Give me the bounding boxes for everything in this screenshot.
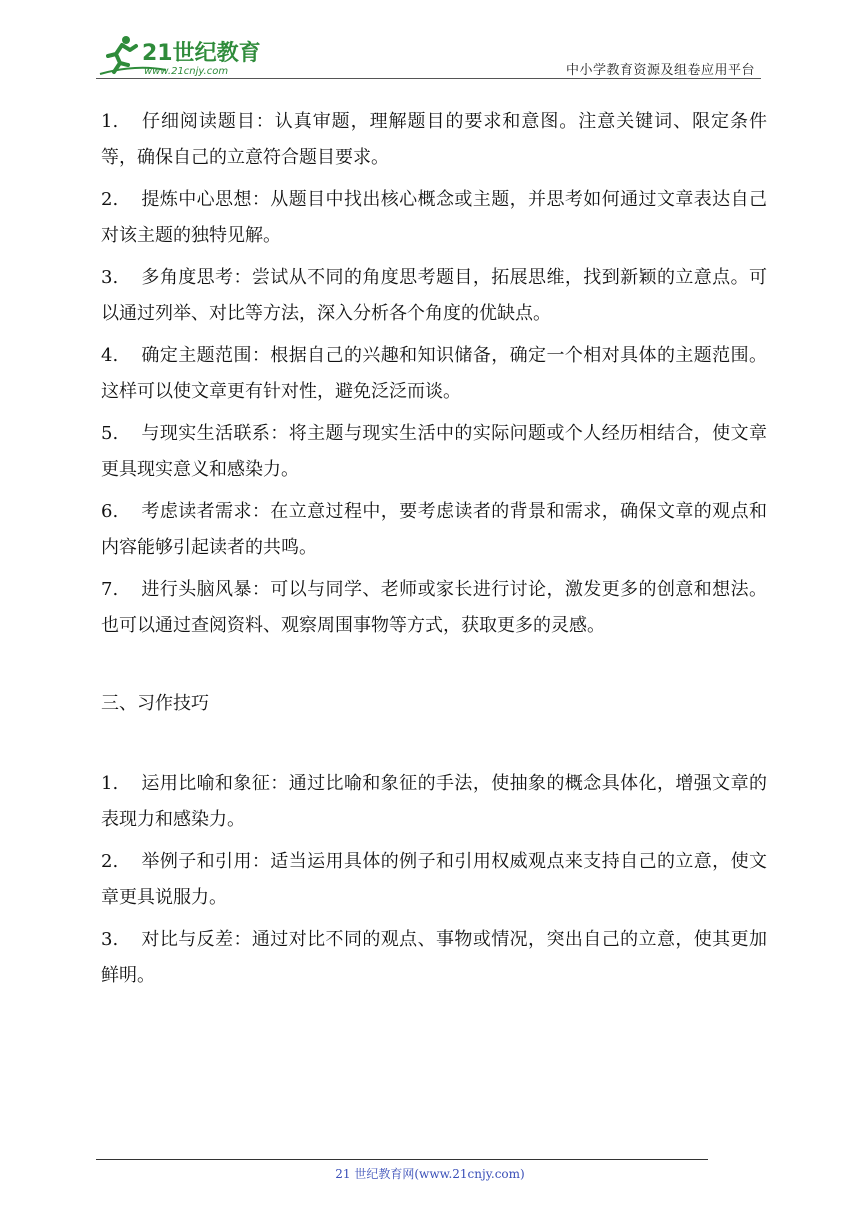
list-item: 3. 对比与反差：通过对比不同的观点、事物或情况，突出自己的立意，使其更加鲜明。 [101,929,767,986]
logo-url: www.21cnjy.com [144,66,229,77]
list-item: 2. 举例子和引用：适当运用具体的例子和引用权威观点来支持自己的立意，使文章更具说服力。 [101,851,767,908]
list-item: 4. 确定主题范围：根据自己的兴趣和知识储备，确定一个相对具体的主题范围。这样可以使文章更有针对性，避免泛泛而谈。 [101,345,767,402]
list-item: 2. 提炼中心思想：从题目中找出核心概念或主题，并思考如何通过文章表达自己对该主题的独特见解。 [101,189,767,246]
list-item: 5. 与现实生活联系：将主题与现实生活中的实际问题或个人经历相结合，使文章更具现实意义和感染力。 [101,423,767,480]
list-item: 1. 仔细阅读题目：认真审题，理解题目的要求和意图。注意关键词、限定条件等，确保自己的立意符合题目要求。 [101,111,767,168]
header-divider [96,78,761,79]
list-item: 1. 运用比喻和象征：通过比喻和象征的手法，使抽象的概念具体化，增强文章的表现力和感染力。 [101,773,767,830]
list-item: 3. 多角度思考：尝试从不同的角度思考题目，拓展思维，找到新颖的立意点。可以通过列举、对比等方法，深入分析各个角度的优缺点。 [101,267,767,324]
site-logo[interactable] [96,34,266,78]
logo-text: 21世纪教育 [142,41,261,66]
section-heading: 三、习作技巧 [101,693,209,714]
page-header [96,28,761,80]
document-body [101,104,767,1000]
footer-link[interactable]: 21 世纪教育网(www.21cnjy.com) [335,1167,525,1181]
list-item: 7. 进行头脑风暴：可以与同学、老师或家长进行讨论，激发更多的创意和想法。也可以通过查阅资料、观察周围事物等方式，获取更多的灵感。 [101,579,767,636]
list-item: 6. 考虑读者需求：在立意过程中，要考虑读者的背景和需求，确保文章的观点和内容能够引起读者的共鸣。 [101,501,767,558]
footer-divider [96,1159,708,1160]
runner-logo-icon [96,34,266,78]
platform-title: 中小学教育资源及组卷应用平台 [565,63,755,78]
